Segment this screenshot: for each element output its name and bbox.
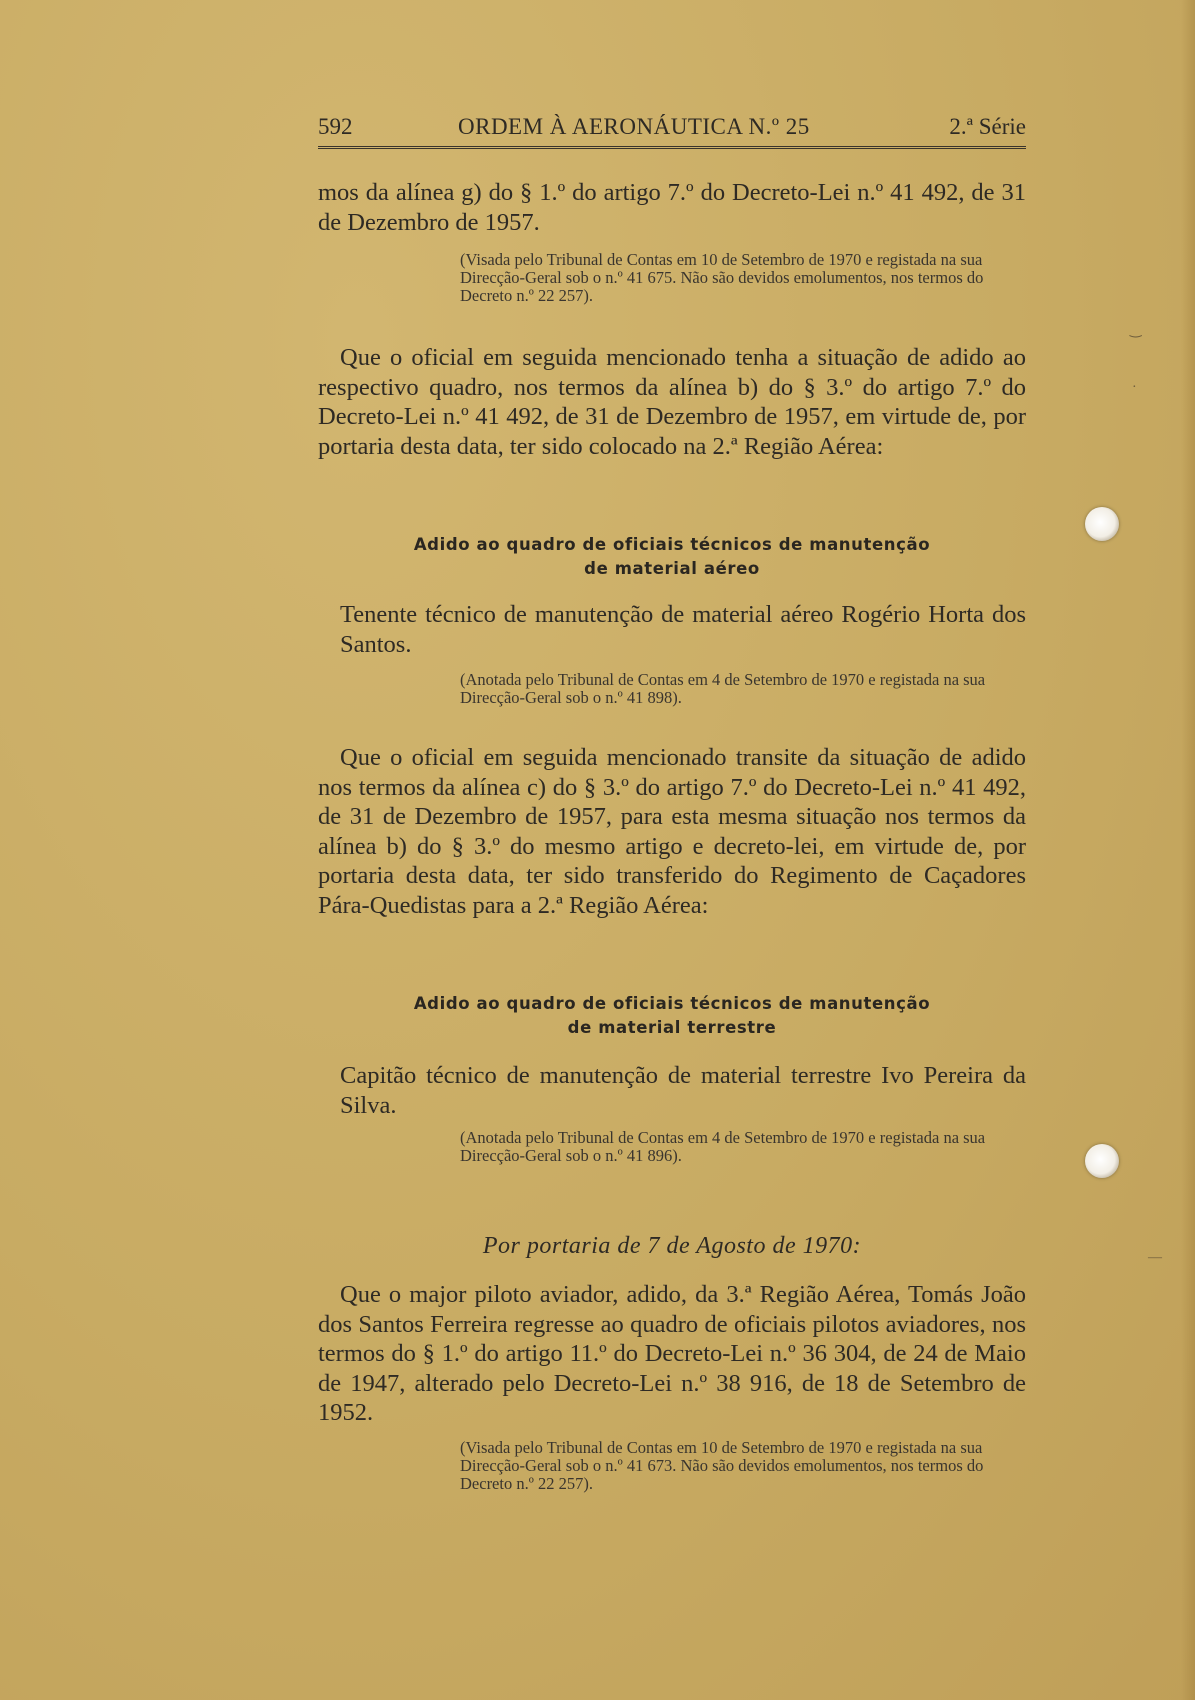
punch-hole-top [1085, 507, 1119, 541]
paper-mark-1: ‿ [1130, 323, 1142, 338]
officer-ivo-pereira: Capitão técnico de manutenção de material terrestre Ivo Pereira da Silva. [340, 1062, 1026, 1119]
paper-mark-2: · [1132, 380, 1137, 395]
caption-material-terrestre [318, 992, 1026, 1040]
caption-material-aereo [318, 533, 1026, 581]
paragraph-continuation: mos da alínea g) do § 1.º do artigo 7.º do Decreto-Lei n.º 41 492, de 31 de Dezembro de 1957. [318, 179, 1026, 236]
officer-rogerio-horta: Tenente técnico de manutenção de material aéreo Rogério Horta dos Santos. [340, 601, 1026, 658]
caption-material-aereo-line2: de material aéreo [584, 559, 760, 578]
punch-hole-bottom [1085, 1144, 1119, 1178]
publication-title: ORDEM À AERONÁUTICA N.º 25 [458, 114, 810, 139]
paragraph-adido-quadro: Que o oficial em seguida mencionado tenha a situação de adido ao respectivo quadro, nos termos da alínea b) do § 3.º do artigo 7.º do Decreto-Lei n.º 41 492, de 31 de Dezembro de 1957, em virtude de, por portaria desta data, ter sido colocado na 2.ª Região Aérea: [318, 344, 1026, 460]
caption-material-terrestre-line2: de material terrestre [567, 1018, 777, 1037]
page-edge-shadow [1181, 0, 1195, 1700]
note-anotada-41896: (Anotada pelo Tribunal de Contas em 4 de Setembro de 1970 e registada na sua Direcção-Geral sob o n.º 41 896). [460, 1128, 986, 1165]
note-visada-41673: (Visada pelo Tribunal de Contas em 10 de Setembro de 1970 e registada na sua Direcção-Geral sob o n.º 41 673. Não são devidos emolumentos, nos termos do Decreto n.º 22 257). [460, 1438, 984, 1493]
page-number: 592 [318, 114, 353, 139]
note-visada-41675: (Visada pelo Tribunal de Contas em 10 de Setembro de 1970 e registada na sua Direcção-Geral sob o n.º 41 675. Não são devidos emolumentos, nos termos do Decreto n.º 22 257). [460, 250, 984, 305]
series-label: 2.ª Série [949, 114, 1026, 139]
paragraph-transite-situacao: Que o oficial em seguida mencionado transite da situação de adido nos termos da alínea c) do § 3.º do artigo 7.º do Decreto-Lei n.º 41 492, de 31 de Dezembro de 1957, para esta mesma situação nos termos da alínea b) do § 3.º do mesmo artigo e decreto-lei, em virtude de, por portaria desta data, ter sido transferido do Regimento de Caçadores Pára-Quedistas para a 2.ª Região Aérea: [318, 744, 1026, 919]
page-header [318, 110, 1026, 149]
caption-material-aereo-line1: Adido ao quadro de oficiais técnicos de manutenção [413, 535, 931, 554]
paper-mark-3: — [1148, 1250, 1162, 1265]
portaria-heading: Por portaria de 7 de Agosto de 1970: [482, 1233, 862, 1259]
caption-material-terrestre-line1: Adido ao quadro de oficiais técnicos de manutenção [413, 994, 931, 1013]
paragraph-major-piloto: Que o major piloto aviador, adido, da 3.ª Região Aérea, Tomás João dos Santos Ferreira regresse ao quadro de oficiais pilotos aviadores, nos termos do § 1.º do artigo 11.º do Decreto-Lei n.º 36 304, de 24 de Maio de 1947, alterado pelo Decreto-Lei n.º 38 916, de 18 de Setembro de 1952. [318, 1281, 1026, 1426]
note-anotada-41898: (Anotada pelo Tribunal de Contas em 4 de Setembro de 1970 e registada na sua Direcção-Geral sob o n.º 41 898). [460, 670, 986, 707]
